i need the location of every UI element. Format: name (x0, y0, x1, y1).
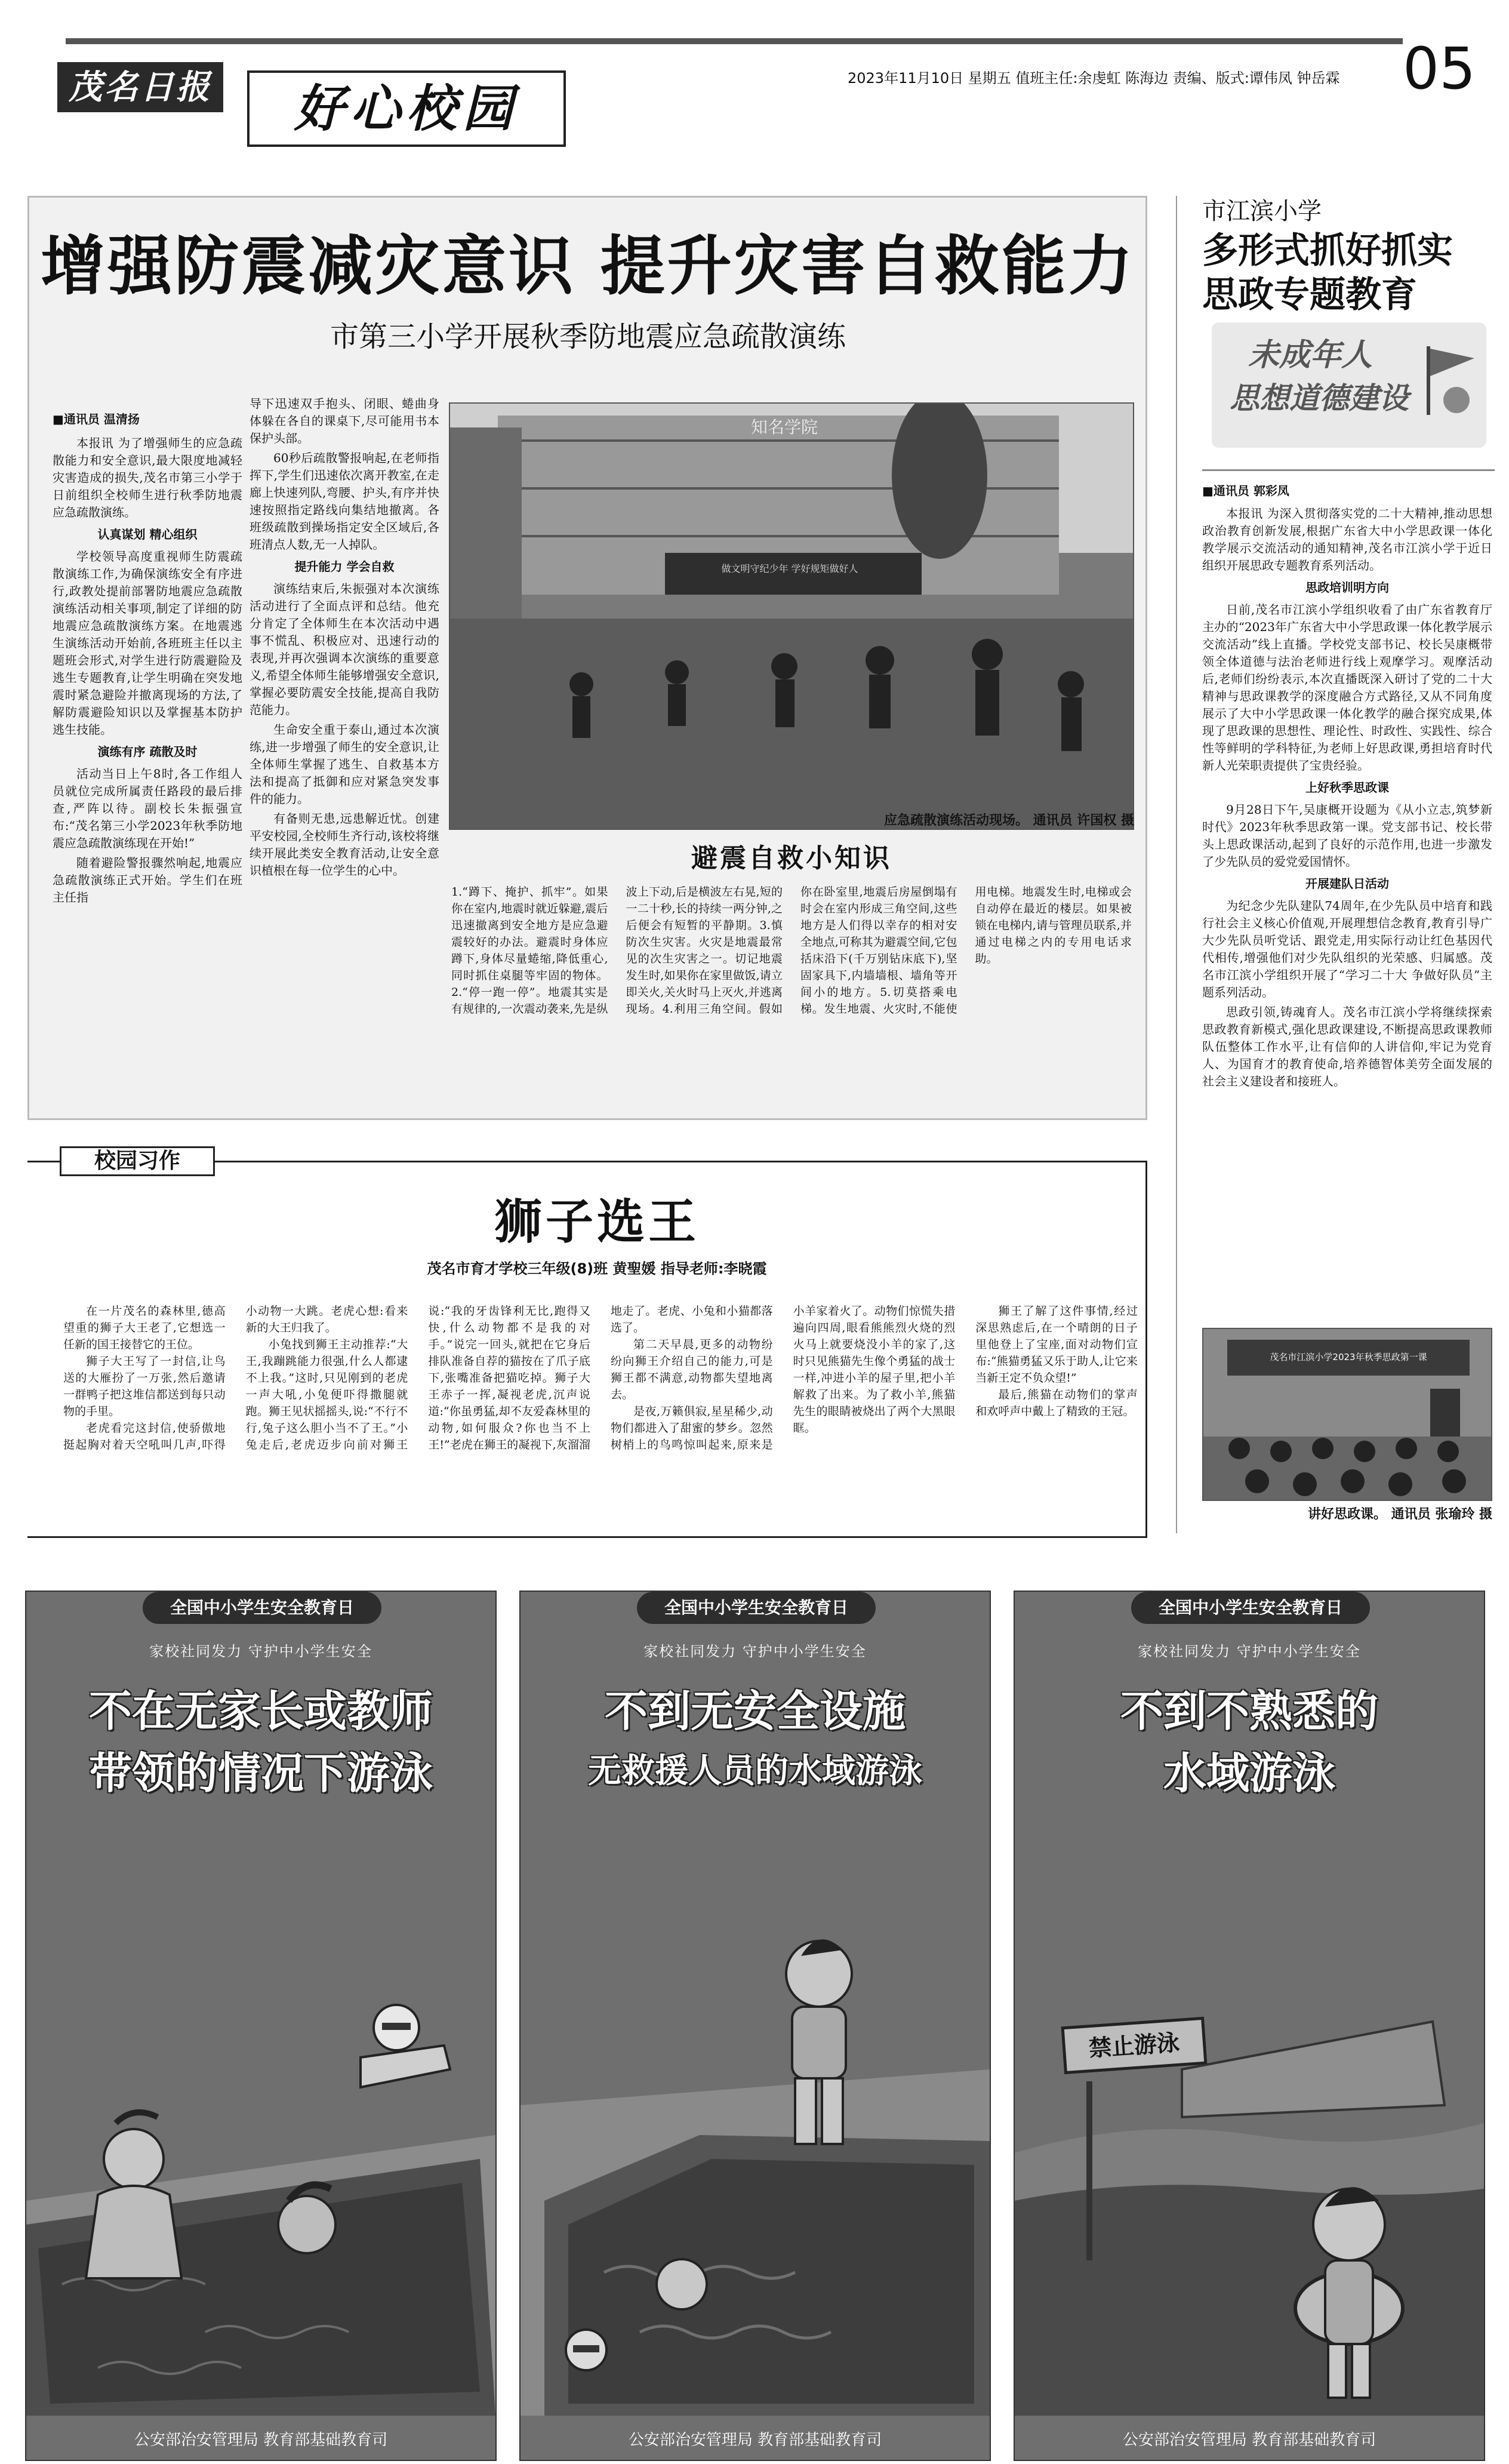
paragraph: 活动当日上午8时,各工作组人员就位完成所属责任路段的最后排查,严阵以待。副校长朱振强宣布:“茂名第三小学2023年秋季防地震应急疏散演练现在开始!” (53, 767, 242, 850)
paragraph: 学校领导高度重视师生防震疏散演练工作,为确保演练安全有序进行,政教处提前部署防地震应急疏散演练活动相关事项,制定了详细的防地震应急疏散演练方案。在地震逃生演练活动开始前,各班班主任以主题班会形式,对学生进行防震避险及逃生专题教育,让学生明确在突发地震时紧急避险并撤离现场的方法,了解防震避险知识以及掌握基本防护逃生技能。 (53, 549, 242, 737)
side-banner-line-2: 思想道德建设 (1230, 381, 1409, 416)
main-column-1 (53, 435, 242, 1115)
safety-poster-1 (25, 1591, 497, 2461)
paragraph: 狮王了解了这件事情,经过深思熟虑后,在一个晴朗的日子里他登上了宝座,面对动物们宣布:“熊猫勇猛又乐于助人,让它来当新王定不负众望!” (975, 1305, 1138, 1385)
side-byline: ■通讯员 郭彩凤 (1202, 484, 1289, 498)
paragraph: 本报讯 为深入贯彻落实党的二十大精神,推动思想政治教育创新发展,根据广东省大中小学思政课一体化教学展示交流活动的通知精神,茂名市江滨小学于近日组织开展思政专题教育系列活动。 (1202, 506, 1492, 573)
side-photo (1202, 1328, 1492, 1501)
poster-line-2: 带领的情况下游泳 (88, 1748, 433, 1798)
drill-photo-caption: 应急疏散演练活动现场。 通讯员 许国权 摄 (884, 813, 1134, 828)
subhead: 上好秋季思政课 (1305, 780, 1389, 795)
pool-illustration (26, 1974, 495, 2416)
main-column-2 (250, 395, 439, 1112)
subhead: 演练有序 疏散及时 (97, 745, 198, 759)
poster-line-1: 不到无安全设施 (604, 1686, 906, 1736)
subhead: 认真谋划 精心组织 (97, 527, 198, 542)
paper-logo: 茂名日报 (57, 62, 223, 112)
subhead: 提升能力 学会自救 (294, 559, 395, 574)
header-rule-top (66, 38, 1403, 44)
side-column (1202, 505, 1492, 1305)
essay-author: 茂名市育才学校三年级(8)班 黄聖媛 指导老师:李晓霞 (427, 1260, 767, 1277)
poster-line-2: 无救援人员的水域游泳 (588, 1752, 922, 1791)
subhead: 开展建队日活动 (1305, 876, 1389, 891)
drill-photo (449, 402, 1134, 830)
lake-illustration (1015, 1926, 1484, 2416)
main-subheadline: 市第三小学开展秋季防地震应急疏散演练 (329, 320, 846, 353)
photo-banner-2: 做文明守纪少年 学好规矩做好人 (721, 563, 858, 574)
essay-column-label: 校园习作 (60, 1146, 215, 1176)
channel-illustration (521, 1890, 990, 2416)
poster-slogan: 家校社同发力 守护中小学生安全 (149, 1643, 372, 1660)
tips-text: 1.“蹲下、掩护、抓牢”。如果你在室内,地震时就近躲避,震后迅速撤离到安全地方是应急避震较好的办法。避震时身体应蹲下,身体尽量蜷缩,降低重心,同时抓住桌腿等牢固的物体。2.“停一跑一停”。地震其实是有规律的,一次震动袭来,先是纵波上下动,后是横波左右晃,短的一二十秒,长的持续一两分钟,之后便会有短暂的平静期。3.慎防次生灾害。火灾是地震最常见的次生灾害之一。切记地震发生时,如果你在家里做饭,请立即关火,关火时马上灭火,并逃离现场。4.利用三角空间。假如你在卧室里,地震后房屋倒塌有时会在室内形成三角空间,这些地方是人们得以幸存的相对安全地点,可称其为避震空间,它包括床沿下(千万别钻床底下),坚固家具下,内墙墙根、墙角等开间小的地方。5.切莫搭乘电梯。发生地震、火灾时,不能使用电梯。地震发生时,电梯或会自动停在最近的楼层。如果被锁在电梯内,请与管理员联系,并通过电梯之内的专用电话求助。 (451, 885, 1132, 1016)
paragraph: 日前,茂名市江滨小学组织收看了由广东省教育厅主办的“2023年广东省大中小学思政课一体化教学展示交流活动”线上直播。学校党支部书记、校长吴康概带领全体道德与法治老师进行线上观摩学习。观摩活动后,老师们纷纷表示,本次直播既深入研讨了党的二十大精神与思政课教学的深度融合方式路径,又从不同角度展示了大中小学思政课一体化教学的融合探究成果,体现了思政课的思想性、理论性、时政性、实践性、综合性等鲜明的学科特征,为老师上好思政课,勇担培育时代新人光荣职责提供了宝贵经验。 (1202, 602, 1492, 773)
drill-photo-illustration (450, 404, 1134, 830)
flag-icon (1421, 340, 1480, 418)
section-logo: 好心校园 (247, 70, 566, 147)
side-banner (1212, 322, 1486, 448)
poster-line-2: 水域游泳 (1163, 1748, 1335, 1798)
side-banner-rule (1202, 469, 1495, 471)
safety-poster-3 (1014, 1591, 1485, 2461)
masthead (0, 0, 1509, 138)
paragraph: 随着避险警报骤然响起,地震应急疏散演练正式开始。学生们在班主任指 (53, 856, 242, 905)
paragraph: 最后,熊猫在动物们的掌声和欢呼声中戴上了精致的王冠。 (975, 1388, 1138, 1418)
poster-line-1: 不在无家长或教师 (88, 1686, 433, 1736)
page-number: 05 (1403, 35, 1476, 102)
poster-slogan: 家校社同发力 守护中小学生安全 (643, 1643, 867, 1660)
side-headline-2: 思政专题教育 (1202, 274, 1417, 316)
issue-info: 2023年11月10日 星期五 值班主任:余虔虹 陈海边 责编、版式:谭伟凤 钟岳霖 (848, 70, 1340, 87)
paragraph: 有备则无患,远患解近忧。创建平安校园,全校师生齐行动,该校将继续开展此类安全教育活动,让安全意识植根在每一位学生的心中。 (250, 811, 439, 878)
essay-body (63, 1303, 1138, 1527)
paragraph: 小兔找到狮王主动推荐:“大王,我蹦跳能力很强,什么人都逮不上我。”这时,只见刚到的老虎一声大吼,小兔便吓得撒腿就跑。狮王见状摇摇头,说:“不行不行,兔子这么胆小当不了王。”小兔走后,老虎迈步向前对狮王说:“我的牙齿锋利无比,跑得又快,什么动物都不是我的对手。”说完一回头,就把在它身后排队准备自荐的猫按在了爪子底下,张嘴准备把猫吃掉。狮子大王赤子一挥,凝视老虎,沉声说道:“你虽勇猛,却不友爱森林里的动物,如何服众?你也当不上王!”老虎在狮王的凝视下,灰溜溜地走了。老虎、小兔和小猫都落选了。 (245, 1305, 773, 1451)
paragraph: 生命安全重于泰山,通过本次演练,进一步增强了师生的安全意识,让全体师生掌握了逃生、自救基本方法和提高了抵御和应对紧急突发事件的能力。 (250, 722, 439, 806)
main-headline: 增强防震减灾意识 提升灾害自救能力 (41, 229, 1135, 304)
poster-footer: 公安部治安管理局 教育部基础教育司 (134, 2431, 388, 2449)
essay-title: 狮子选王 (494, 1193, 700, 1250)
paragraph: 60秒后疏散警报响起,在老师指挥下,学生们迅速依次离开教室,在走廊上快速列队,弯腰、护头,有序并快速按照指定路线向集结地撤离。各班级疏散到操场指定安全区域后,各班清点人数,无一人掉队。 (250, 451, 439, 552)
poster-footer: 公安部治安管理局 教育部基础教育司 (628, 2431, 882, 2449)
paragraph: 思政引领,铸魂育人。茂名市江滨小学将继续探索思政教育新模式,强化思政课建设,不断提高思政课教师队伍整体工作水平,让有信仰的人讲信仰,牢记为党育人、为国育才的教育使命,培养德智体美劳全面发展的社会主义建设者和接班人。 (1202, 1005, 1492, 1088)
classroom-illustration (1203, 1383, 1492, 1501)
poster-footer: 公安部治安管理局 教育部基础教育司 (1122, 2431, 1376, 2449)
side-headline-1: 多形式抓好抓实 (1202, 230, 1453, 272)
poster-slogan: 家校社同发力 守护中小学生安全 (1138, 1643, 1361, 1660)
paragraph: 是夜,万籁俱寂,星星稀少,动物们都进入了甜蜜的梦乡。忽然树梢上的鸟鸣惊叫起来,原来是小羊家着火了。动物们惊慌失措遍向四周,眼看熊熊烈火烧的烈火马上就要烧没小羊的家了,这时只见熊猫先生像个勇猛的战士一样,冲进小羊的屋子里,把小羊解救了出来。为了救小羊,熊猫先生的眼睛被烧出了两个大黑眼眶。 (610, 1305, 956, 1451)
poster-line-1: 不到不熟悉的 (1120, 1686, 1378, 1736)
poster-label: 全国中小学生安全教育日 (143, 1592, 381, 1624)
safety-poster-2 (519, 1591, 991, 2461)
photo-banner-1: 知名学院 (750, 417, 818, 437)
side-banner-line-1: 未成年人 (1248, 337, 1372, 373)
no-swimming-sign: 禁止游泳 (1061, 2017, 1208, 2075)
subhead: 思政培训明方向 (1305, 580, 1389, 595)
paragraph: 狮子大王写了一封信,让鸟送的大雁扮了一万张,然后邀请一群鸭子把这堆信都送到每只动物的手里。 (63, 1355, 226, 1418)
side-photo-caption: 讲好思政课。 通讯员 张瑜玲 摄 (1308, 1507, 1492, 1522)
paragraph: 为纪念少先队建队74周年,在少先队员中培育和践行社会主义核心价值观,开展理想信念教育,教育引导广大少先队员听党话、跟党走,用实际行动让红色基因代代相传,增强他们对少先队组织的光荣感、归属感。茂名市江滨小学组织开展了“学习二十大 争做好队员”主题系列活动。 (1202, 899, 1492, 999)
side-photo-banner: 茂名市江滨小学2023年秋季思政第一课 (1270, 1352, 1427, 1362)
paragraph: 演练结束后,朱振强对本次演练活动进行了全面点评和总结。他充分肯定了全体师生在本次活动中遇事不慌乱、积极应对、迅速行动的表现,并再次强调本次演练的重要意义,希望全体师生能够增强安全意识,掌握必要防震安全技能,提高自我防范能力。 (250, 582, 439, 717)
paragraph: 9月28日下午,吴康概开设题为《从小立志,筑梦新时代》2023年秋季思政第一课。党支部书记、校长带头上思政课活动,起到了良好的示范作用,也进一步激发了少先队员的爱党爱国情怀。 (1202, 802, 1492, 869)
side-rule-left (1176, 196, 1177, 1533)
poster-label: 全国中小学生安全教育日 (1131, 1592, 1370, 1624)
paragraph: 老虎看完这封信,使骄傲地挺起胸对着天空吼叫几声,吓得小动物一大跳。老虎心想:看来新的大王归我了。 (63, 1305, 408, 1451)
paragraph: 在一片茂名的森林里,德高望重的狮子大王老了,它想选一任新的国王接替它的王位。 (63, 1305, 226, 1351)
poster-label: 全国中小学生安全教育日 (637, 1592, 876, 1624)
paragraph: 本报讯 为了增强师生的应急疏散能力和安全意识,最大限度地减轻灾害造成的损失,茂名市第三小学于日前组织全校师生进行秋季防地震应急疏散演练。 (53, 436, 242, 519)
main-byline: ■通讯员 温清扬 (53, 412, 140, 426)
paragraph: 导下迅速双手抱头、闭眼、蜷曲身体躲在各自的课桌下,尽可能用书本保护头部。 (250, 396, 439, 445)
tips-title: 避震自救小知识 (691, 843, 892, 873)
paragraph: 第二天早晨,更多的动物纷纷向狮王介绍自己的能力,可是狮王都不满意,动物都失望地离去。 (610, 1338, 773, 1401)
side-school: 市江滨小学 (1202, 198, 1322, 225)
